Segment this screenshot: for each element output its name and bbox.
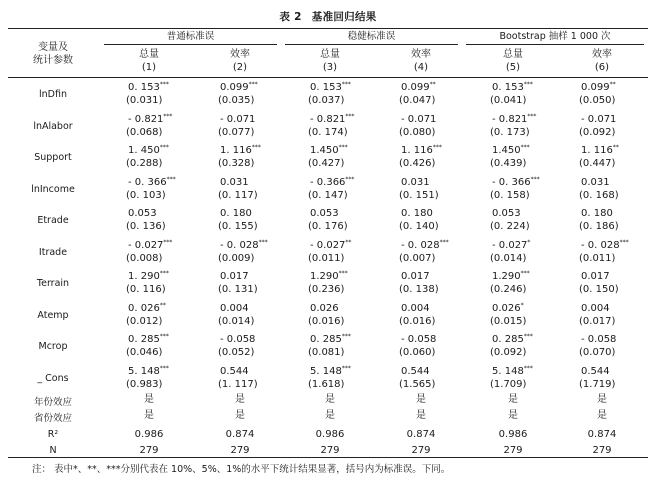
stat-value: 是 bbox=[597, 394, 607, 405]
stat-value: 279 bbox=[411, 445, 431, 456]
coefficient-value: - 0.071 bbox=[401, 113, 437, 125]
coefficient bbox=[401, 208, 433, 220]
coefficient bbox=[401, 177, 430, 189]
significance-stars: *** bbox=[159, 364, 169, 372]
group-underline bbox=[285, 44, 458, 45]
coefficient bbox=[128, 240, 172, 252]
column-header-number: (5) bbox=[505, 62, 521, 73]
stat-value: 是 bbox=[235, 410, 245, 421]
standard-error: (0.015) bbox=[490, 315, 527, 327]
coefficient-value: 1.290 bbox=[492, 271, 521, 282]
stat-value: 是 bbox=[325, 410, 335, 421]
coefficient bbox=[310, 208, 339, 220]
standard-error: (0.014) bbox=[490, 252, 527, 264]
coefficient bbox=[128, 82, 169, 94]
coefficient bbox=[401, 240, 449, 252]
coefficient-value: 5. 148 bbox=[128, 365, 160, 377]
significance-stars: *** bbox=[248, 81, 258, 88]
coefficient-value: 1. 290 bbox=[128, 271, 160, 282]
standard-error: (0.047) bbox=[399, 95, 436, 106]
column-header-name: 效率 bbox=[230, 49, 250, 60]
column-header-number: (6) bbox=[594, 62, 610, 73]
coefficient bbox=[492, 303, 524, 315]
coefficient-value: 1. 116 bbox=[581, 145, 613, 156]
significance-stars: *** bbox=[523, 81, 533, 88]
stat-value: 279 bbox=[592, 445, 612, 456]
row-header-line2: 统计参数 bbox=[33, 55, 73, 66]
significance-stars: *** bbox=[345, 112, 355, 120]
stat-value: 是 bbox=[416, 410, 426, 421]
standard-error: (0.037) bbox=[308, 95, 345, 106]
coefficient bbox=[492, 240, 530, 252]
coefficient bbox=[220, 145, 261, 157]
coefficient-value: - 0.027 bbox=[492, 239, 528, 251]
standard-error: (0. 158) bbox=[490, 189, 530, 201]
coefficient bbox=[220, 208, 252, 220]
standard-error: (0.236) bbox=[308, 284, 345, 295]
standard-error: (0.427) bbox=[308, 158, 345, 169]
coefficient-value: 0.026 bbox=[310, 302, 339, 314]
coefficient-value: - 0. 028 bbox=[220, 239, 259, 251]
coefficient-value: - 0.027 bbox=[128, 239, 164, 251]
significance-stars: ** bbox=[159, 301, 166, 309]
row-header-line1: 变量及 bbox=[38, 42, 68, 53]
stat-value: 0.874 bbox=[225, 429, 255, 440]
coefficient bbox=[128, 366, 169, 378]
coefficient bbox=[581, 145, 619, 157]
standard-error: (0. 151) bbox=[399, 189, 439, 201]
coefficient bbox=[492, 82, 533, 94]
top-rule bbox=[8, 28, 648, 29]
coefficient bbox=[310, 114, 354, 126]
standard-error: (0.008) bbox=[126, 252, 163, 264]
significance-stars: *** bbox=[619, 238, 629, 246]
coefficient bbox=[128, 114, 172, 126]
coefficient bbox=[581, 208, 613, 220]
standard-error: (0.328) bbox=[218, 158, 255, 169]
coefficient-value: 0.544 bbox=[220, 365, 249, 377]
coefficient bbox=[581, 271, 610, 283]
significance-stars: *** bbox=[159, 333, 169, 340]
coefficient-value: - 0.821 bbox=[492, 113, 528, 125]
coefficient-value: 0. 180 bbox=[581, 208, 613, 219]
coefficient-value: 0.026 bbox=[492, 302, 521, 314]
standard-error: (0.031) bbox=[126, 95, 163, 106]
coefficient bbox=[220, 177, 249, 189]
standard-error: (0. 147) bbox=[308, 189, 348, 201]
coefficient-value: - 0.058 bbox=[581, 334, 617, 345]
coefficient-value: - 0. 366 bbox=[128, 176, 167, 188]
standard-error: (0. 131) bbox=[218, 284, 258, 295]
significance-stars: *** bbox=[163, 112, 173, 120]
stat-value: 0.986 bbox=[498, 429, 528, 440]
standard-error: (0.080) bbox=[399, 126, 436, 138]
coefficient bbox=[401, 334, 436, 346]
significance-stars: *** bbox=[159, 144, 169, 151]
standard-error: (0. 168) bbox=[579, 189, 619, 201]
coefficient-value: - 0.058 bbox=[401, 334, 437, 345]
standard-error: (0. 176) bbox=[308, 221, 348, 232]
stat-value: 0.986 bbox=[134, 429, 164, 440]
significance-stars: *** bbox=[258, 238, 268, 246]
stat-value: 279 bbox=[320, 445, 340, 456]
coefficient bbox=[401, 114, 436, 126]
coefficient-value: 0.004 bbox=[220, 302, 249, 314]
coefficient-value: 0.017 bbox=[581, 271, 610, 282]
standard-error: (0. 155) bbox=[218, 221, 258, 232]
standard-error: (0.014) bbox=[218, 315, 255, 327]
coefficient bbox=[310, 334, 351, 346]
variable-name: _ Cons bbox=[37, 372, 69, 384]
coefficient bbox=[220, 303, 249, 315]
standard-error: (0.050) bbox=[579, 95, 616, 106]
coefficient bbox=[492, 145, 530, 157]
coefficient-value: 1.290 bbox=[310, 271, 339, 282]
coefficient bbox=[310, 366, 351, 378]
standard-error: (0.068) bbox=[126, 126, 163, 138]
coefficient-value: 0. 285 bbox=[492, 334, 524, 345]
coefficient-value: 5. 148 bbox=[492, 365, 524, 377]
column-header-name: 总量 bbox=[503, 49, 523, 60]
standard-error: (0. 150) bbox=[579, 284, 619, 295]
coefficient bbox=[492, 366, 533, 378]
stat-label: N bbox=[49, 445, 57, 456]
standard-error: (1.618) bbox=[308, 378, 345, 390]
coefficient bbox=[401, 366, 430, 378]
coefficient bbox=[310, 82, 351, 94]
header-rule bbox=[8, 77, 648, 78]
coefficient bbox=[310, 177, 354, 189]
significance-stars: *** bbox=[520, 144, 530, 151]
significance-stars: *** bbox=[159, 270, 169, 277]
significance-stars: *** bbox=[338, 144, 348, 151]
stat-label: 年份效应 bbox=[33, 397, 72, 408]
coefficient bbox=[492, 208, 521, 220]
standard-error: (0.439) bbox=[490, 158, 527, 169]
coefficient bbox=[128, 334, 169, 346]
coefficient bbox=[310, 303, 339, 315]
coefficient-value: - 0.071 bbox=[220, 113, 256, 125]
coefficient-value: 0.004 bbox=[581, 302, 610, 314]
column-header-number: (4) bbox=[413, 62, 429, 73]
significance-stars: *** bbox=[530, 175, 540, 183]
coefficient-value: - 0.366 bbox=[310, 176, 346, 188]
standard-error: (0.041) bbox=[490, 95, 527, 106]
coefficient-value: 0. 153 bbox=[310, 82, 342, 93]
coefficient-value: 0.017 bbox=[401, 271, 430, 282]
standard-error: (0.092) bbox=[579, 126, 616, 138]
coefficient-value: 0.017 bbox=[220, 271, 249, 282]
standard-error: (0.035) bbox=[218, 95, 255, 106]
coefficient bbox=[581, 366, 610, 378]
table-note: 注： 表中*、**、***分别代表在 10%、5%、1%的水平下统计结果显著，括号内为标准误。下同。 bbox=[32, 464, 451, 475]
variable-name: lnAlabor bbox=[33, 120, 73, 132]
stat-value: 0.986 bbox=[315, 429, 345, 440]
coefficient bbox=[581, 82, 616, 94]
standard-error: (0.288) bbox=[126, 158, 163, 169]
standard-error: (0.012) bbox=[126, 315, 163, 327]
variable-name: Terrain bbox=[36, 278, 70, 289]
significance-stars: ** bbox=[345, 238, 352, 246]
coefficient bbox=[581, 114, 616, 126]
coefficient-value: 0. 153 bbox=[128, 82, 160, 93]
stat-value: 279 bbox=[230, 445, 250, 456]
stat-label: 省份效应 bbox=[33, 413, 72, 424]
stat-value: 279 bbox=[139, 445, 159, 456]
coefficient bbox=[310, 240, 351, 252]
coefficient bbox=[401, 82, 436, 94]
significance-stars: *** bbox=[523, 364, 533, 372]
stat-value: 是 bbox=[416, 394, 426, 405]
coefficient-value: - 0. 028 bbox=[401, 239, 440, 251]
coefficient bbox=[220, 114, 255, 126]
column-header-name: 效率 bbox=[411, 49, 431, 60]
coefficient-value: 5. 148 bbox=[310, 365, 342, 377]
standard-error: (0.983) bbox=[126, 378, 163, 390]
stat-label: R² bbox=[47, 429, 59, 440]
significance-stars: *** bbox=[520, 270, 530, 277]
coefficient bbox=[128, 271, 169, 283]
standard-error: (0.046) bbox=[126, 347, 163, 358]
variable-name: Itrade bbox=[38, 246, 68, 258]
coefficient bbox=[128, 177, 176, 189]
significance-stars: *** bbox=[166, 175, 176, 183]
significance-stars: *** bbox=[432, 144, 442, 151]
coefficient bbox=[220, 271, 249, 283]
coefficient-value: 1.450 bbox=[310, 145, 339, 156]
coefficient bbox=[220, 240, 268, 252]
coefficient bbox=[310, 145, 348, 157]
standard-error: (0.070) bbox=[579, 347, 616, 358]
coefficient-value: 0. 026 bbox=[128, 302, 160, 314]
standard-error: (0.092) bbox=[490, 347, 527, 358]
stat-value: 是 bbox=[144, 394, 154, 405]
column-header-number: (1) bbox=[141, 62, 157, 73]
coefficient-value: 0.099 bbox=[581, 82, 610, 93]
coefficient bbox=[128, 303, 166, 315]
stat-value: 279 bbox=[503, 445, 523, 456]
coefficient bbox=[492, 334, 533, 346]
variable-name: Mcrop bbox=[38, 341, 68, 352]
coefficient-value: 0.544 bbox=[581, 365, 610, 377]
coefficient-value: - 0.071 bbox=[581, 113, 617, 125]
standard-error: (0. 136) bbox=[126, 221, 166, 232]
standard-error: (0.009) bbox=[218, 252, 255, 264]
coefficient bbox=[220, 82, 258, 94]
stat-value: 是 bbox=[508, 394, 518, 405]
significance-stars: *** bbox=[439, 238, 449, 246]
column-header-name: 总量 bbox=[139, 49, 159, 60]
coefficient-value: 1. 116 bbox=[220, 145, 252, 156]
significance-stars: ** bbox=[612, 144, 619, 151]
coefficient-value: - 0.821 bbox=[128, 113, 164, 125]
coefficient-value: 0.053 bbox=[310, 208, 339, 219]
significance-stars: *** bbox=[159, 81, 169, 88]
standard-error: (0. 186) bbox=[579, 221, 619, 232]
coefficient-value: 0.031 bbox=[581, 176, 610, 188]
coefficient bbox=[310, 271, 348, 283]
coefficient-value: 0.053 bbox=[128, 208, 157, 219]
group-header-robust-se: 稳健标准误 bbox=[347, 31, 396, 42]
coefficient bbox=[401, 271, 430, 283]
standard-error: (0.426) bbox=[399, 158, 436, 169]
standard-error: (1.709) bbox=[490, 378, 527, 390]
stat-value: 是 bbox=[235, 394, 245, 405]
stat-value: 是 bbox=[144, 410, 154, 421]
coefficient-value: 0.099 bbox=[401, 82, 430, 93]
standard-error: (0.016) bbox=[308, 315, 345, 327]
bottom-rule bbox=[8, 457, 648, 458]
significance-stars: *** bbox=[523, 333, 533, 340]
coefficient-value: 0.031 bbox=[401, 176, 430, 188]
standard-error: (0.077) bbox=[218, 126, 255, 138]
coefficient bbox=[492, 114, 536, 126]
standard-error: (1.719) bbox=[579, 378, 616, 390]
group-header-bootstrap: Bootstrap 抽样 1 000 次 bbox=[499, 31, 611, 42]
column-header-number: (3) bbox=[322, 62, 338, 73]
significance-stars: *** bbox=[341, 81, 351, 88]
standard-error: (0.011) bbox=[308, 252, 345, 264]
significance-stars: ** bbox=[429, 81, 436, 88]
standard-error: (0.052) bbox=[218, 347, 255, 358]
standard-error: (0.016) bbox=[399, 315, 436, 327]
stat-value: 是 bbox=[508, 410, 518, 421]
stat-value: 是 bbox=[325, 394, 335, 405]
coefficient-value: 0. 180 bbox=[220, 208, 252, 219]
standard-error: (0.007) bbox=[399, 252, 436, 264]
standard-error: (0. 138) bbox=[399, 284, 439, 295]
coefficient-value: 1.450 bbox=[492, 145, 521, 156]
column-header-name: 效率 bbox=[592, 49, 612, 60]
coefficient-value: 0.544 bbox=[401, 365, 430, 377]
standard-error: (0. 117) bbox=[218, 189, 258, 201]
coefficient-value: 0.004 bbox=[401, 302, 430, 314]
significance-stars: *** bbox=[341, 364, 351, 372]
coefficient bbox=[128, 145, 169, 157]
variable-name: Atemp bbox=[37, 309, 69, 321]
coefficient-value: 0. 180 bbox=[401, 208, 433, 219]
coefficient bbox=[492, 271, 530, 283]
standard-error: (0. 174) bbox=[308, 126, 348, 138]
standard-error: (0.246) bbox=[490, 284, 527, 295]
significance-stars: * bbox=[527, 238, 531, 246]
coefficient-value: 1. 116 bbox=[401, 145, 433, 156]
coefficient-value: - 0. 028 bbox=[581, 239, 620, 251]
standard-error: (1.565) bbox=[399, 378, 436, 390]
significance-stars: *** bbox=[345, 175, 355, 183]
coefficient bbox=[401, 145, 442, 157]
standard-error: (0.447) bbox=[579, 158, 616, 169]
coefficient bbox=[581, 334, 616, 346]
stat-value: 0.874 bbox=[406, 429, 436, 440]
group-header-ordinary-se: 普通标准误 bbox=[166, 31, 215, 42]
significance-stars: *** bbox=[251, 144, 261, 151]
group-underline bbox=[466, 44, 644, 45]
variable-name: Etrade bbox=[37, 215, 69, 226]
significance-stars: ** bbox=[609, 81, 616, 88]
significance-stars: *** bbox=[163, 238, 173, 246]
table-title bbox=[0, 9, 656, 24]
coefficient bbox=[581, 177, 610, 189]
coefficient bbox=[401, 303, 430, 315]
standard-error: (1. 117) bbox=[218, 378, 258, 390]
coefficient bbox=[581, 303, 610, 315]
coefficient-value: - 0. 366 bbox=[492, 176, 531, 188]
standard-error: (0. 103) bbox=[126, 189, 166, 201]
standard-error: (0.081) bbox=[308, 347, 345, 358]
coefficient-value: - 0.821 bbox=[310, 113, 346, 125]
table-caption: 基准回归结果 bbox=[311, 11, 377, 23]
coefficient-value: 0.031 bbox=[220, 176, 249, 188]
coefficient-value: 0.053 bbox=[492, 208, 521, 219]
standard-error: (0. 140) bbox=[399, 221, 439, 232]
significance-stars: * bbox=[520, 301, 524, 309]
coefficient-value: 0. 285 bbox=[128, 334, 160, 345]
column-header-number: (2) bbox=[232, 62, 248, 73]
standard-error: (0. 224) bbox=[490, 221, 530, 232]
standard-error: (0.011) bbox=[579, 252, 616, 264]
coefficient bbox=[492, 177, 540, 189]
coefficient-value: - 0.027 bbox=[310, 239, 346, 251]
standard-error: (0. 173) bbox=[490, 126, 530, 138]
standard-error: (0. 116) bbox=[126, 284, 166, 295]
standard-error: (0.017) bbox=[579, 315, 616, 327]
coefficient-value: 0.099 bbox=[220, 82, 249, 93]
column-header-name: 总量 bbox=[320, 49, 340, 60]
group-underline bbox=[104, 44, 277, 45]
significance-stars: *** bbox=[341, 333, 351, 340]
table-label: 表 2 bbox=[279, 11, 302, 23]
coefficient-value: - 0.058 bbox=[220, 334, 256, 345]
standard-error: (0.060) bbox=[399, 347, 436, 358]
coefficient-value: 0. 153 bbox=[492, 82, 524, 93]
variable-name: lnIncome bbox=[31, 183, 75, 195]
variable-name: Support bbox=[34, 152, 72, 163]
stat-value: 0.874 bbox=[587, 429, 617, 440]
coefficient-value: 0. 285 bbox=[310, 334, 342, 345]
significance-stars: *** bbox=[527, 112, 537, 120]
coefficient-value: 1. 450 bbox=[128, 145, 160, 156]
stat-value: 是 bbox=[597, 410, 607, 421]
coefficient bbox=[128, 208, 157, 220]
variable-name: lnDfin bbox=[39, 89, 67, 100]
coefficient bbox=[581, 240, 629, 252]
significance-stars: *** bbox=[338, 270, 348, 277]
coefficient bbox=[220, 334, 255, 346]
coefficient bbox=[220, 366, 249, 378]
